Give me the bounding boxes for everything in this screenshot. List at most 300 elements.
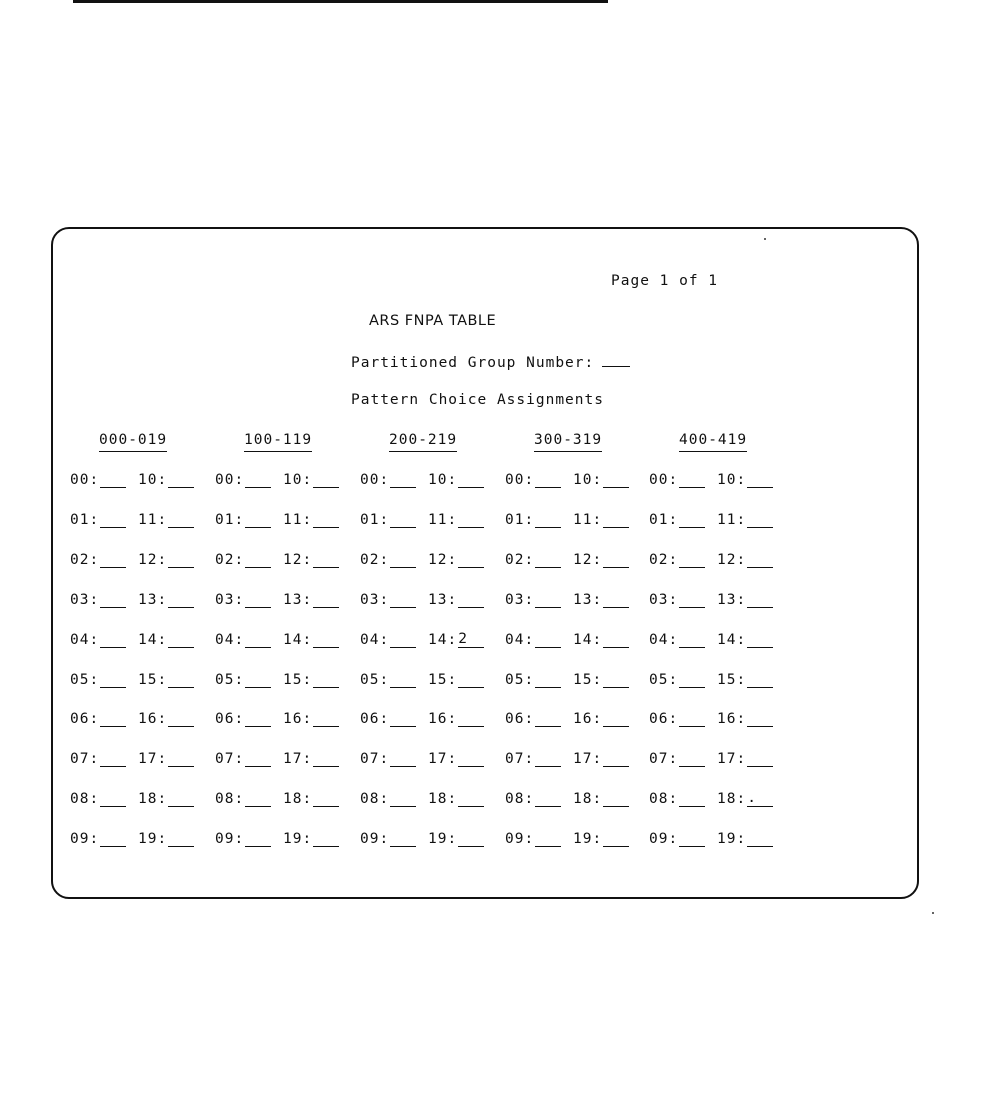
assignment-label: 11:: [428, 512, 458, 528]
assignment-cell: [70, 672, 126, 690]
assignment-label: 15:: [283, 672, 313, 688]
assignment-cell: [70, 791, 126, 809]
assignment-label: 09:: [505, 831, 535, 847]
assignment-field[interactable]: [747, 711, 773, 727]
assignment-label: 09:: [70, 831, 100, 847]
assignment-cell: [428, 711, 484, 729]
assignment-cell: [717, 592, 773, 610]
assignment-label: 01:: [360, 512, 390, 528]
assignment-cell: [215, 672, 271, 690]
assignment-cell: [360, 831, 416, 849]
assignment-label: 18:: [717, 791, 747, 807]
assignment-cell: [428, 472, 484, 490]
assignment-field[interactable]: [100, 751, 126, 767]
assignment-field[interactable]: [535, 711, 561, 727]
assignment-label: 19:: [717, 831, 747, 847]
assignment-label: 10:: [428, 472, 458, 488]
assignment-label: 15:: [573, 672, 603, 688]
assignment-field[interactable]: [245, 791, 271, 807]
assignment-field[interactable]: [390, 512, 416, 528]
assignment-field[interactable]: [603, 472, 629, 488]
assignment-label: 18:: [573, 791, 603, 807]
assignment-cell: [215, 632, 271, 650]
assignment-field[interactable]: [603, 711, 629, 727]
assignment-field[interactable]: [535, 472, 561, 488]
assignment-field[interactable]: [168, 711, 194, 727]
partitioned-group-row: [351, 352, 630, 371]
assignment-label: 17:: [717, 751, 747, 767]
assignment-cell: [649, 472, 705, 490]
assignment-cell: [573, 552, 629, 570]
assignment-field[interactable]: [458, 552, 484, 568]
assignment-field[interactable]: [245, 592, 271, 608]
assignment-field[interactable]: [100, 672, 126, 688]
assignment-field[interactable]: [603, 751, 629, 767]
assignment-cell: [360, 751, 416, 769]
assignment-label: 16:: [283, 711, 313, 727]
assignment-label: 05:: [360, 672, 390, 688]
assignment-field[interactable]: [100, 632, 126, 648]
assignment-label: 04:: [505, 632, 535, 648]
assignment-cell: [428, 791, 484, 809]
assignment-cell: [283, 512, 339, 530]
assignment-cell: [215, 472, 271, 490]
assignment-cell: [649, 791, 705, 809]
assignment-cell: [505, 831, 561, 849]
assignment-cell: [717, 632, 773, 650]
assignment-label: 08:: [505, 791, 535, 807]
assignment-label: 11:: [573, 512, 603, 528]
assignment-label: 13:: [283, 592, 313, 608]
assignment-cell: [717, 751, 773, 769]
assignment-cell: [283, 592, 339, 610]
assignment-cell: [649, 751, 705, 769]
assignment-label: 03:: [360, 592, 390, 608]
page-indicator: Page 1 of 1: [611, 273, 719, 289]
assignment-cell: [649, 672, 705, 690]
assignment-field[interactable]: [458, 592, 484, 608]
assignment-cell: [283, 552, 339, 570]
assignment-cell: [649, 552, 705, 570]
assignment-label: 14:: [138, 632, 168, 648]
assignment-field[interactable]: [245, 512, 271, 528]
assignment-field[interactable]: [603, 592, 629, 608]
assignment-field[interactable]: [168, 672, 194, 688]
assignment-cell: [360, 592, 416, 610]
assignment-field[interactable]: [100, 791, 126, 807]
assignment-field[interactable]: [535, 791, 561, 807]
assignment-cell: [717, 711, 773, 729]
assignment-cell: [70, 751, 126, 769]
assignment-field[interactable]: [313, 791, 339, 807]
assignment-field[interactable]: [679, 831, 705, 847]
top-rule: [73, 0, 608, 3]
assignment-cell: [649, 831, 705, 849]
assignment-label: 02:: [649, 552, 679, 568]
assignment-field[interactable]: [245, 472, 271, 488]
assignment-field[interactable]: [535, 552, 561, 568]
assignment-field[interactable]: [390, 552, 416, 568]
assignment-cell: [138, 751, 194, 769]
assignment-field[interactable]: [747, 672, 773, 688]
assignment-label: 10:: [138, 472, 168, 488]
assignment-label: 19:: [138, 831, 168, 847]
assignment-field[interactable]: [679, 512, 705, 528]
assignment-label: 01:: [215, 512, 245, 528]
assignment-label: 02:: [505, 552, 535, 568]
assignment-label: 04:: [215, 632, 245, 648]
assignment-cell: [138, 632, 194, 650]
assignment-label: 05:: [215, 672, 245, 688]
assignment-label: 07:: [649, 751, 679, 767]
assignment-cell: [138, 472, 194, 490]
assignment-field[interactable]: [458, 791, 484, 807]
assignment-label: 18:: [138, 791, 168, 807]
assignment-field[interactable]: [458, 711, 484, 727]
assignment-label: 06:: [360, 711, 390, 727]
assignment-field[interactable]: [535, 831, 561, 847]
assignment-field[interactable]: [313, 592, 339, 608]
assignment-cell: [717, 831, 773, 849]
assignment-field[interactable]: [390, 632, 416, 648]
assignment-cell: [428, 592, 484, 610]
assignment-label: 16:: [717, 711, 747, 727]
assignment-field[interactable]: [390, 711, 416, 727]
assignment-field[interactable]: [679, 552, 705, 568]
assignment-label: 08:: [649, 791, 679, 807]
assignment-field[interactable]: [679, 672, 705, 688]
assignment-field[interactable]: [245, 711, 271, 727]
assignment-cell: [505, 632, 561, 650]
assignment-field[interactable]: [679, 472, 705, 488]
assignment-cell: [70, 512, 126, 530]
assignment-label: 00:: [70, 472, 100, 488]
assignment-field[interactable]: [535, 632, 561, 648]
assignment-label: 07:: [215, 751, 245, 767]
partitioned-group-label: Partitioned Group Number:: [351, 355, 595, 371]
assignment-label: 13:: [573, 592, 603, 608]
assignment-field[interactable]: [679, 592, 705, 608]
assignment-label: 03:: [505, 592, 535, 608]
assignment-cell: [215, 791, 271, 809]
assignment-cell: [505, 592, 561, 610]
assignment-field[interactable]: [603, 512, 629, 528]
assignment-label: 06:: [70, 711, 100, 727]
assignment-field[interactable]: [100, 472, 126, 488]
assignment-label: 14:: [573, 632, 603, 648]
assignment-label: 07:: [70, 751, 100, 767]
assignment-label: 12:: [283, 552, 313, 568]
assignment-field[interactable]: [603, 552, 629, 568]
assignment-field[interactable]: [679, 751, 705, 767]
assignment-label: 15:: [138, 672, 168, 688]
assignment-label: 05:: [70, 672, 100, 688]
assignment-cell: [283, 831, 339, 849]
assignment-field[interactable]: [245, 751, 271, 767]
assignment-field[interactable]: [313, 711, 339, 727]
assignment-field[interactable]: [747, 751, 773, 767]
assignment-cell: [215, 711, 271, 729]
assignment-label: 06:: [505, 711, 535, 727]
assignment-cell: [649, 512, 705, 530]
assignment-field[interactable]: [100, 512, 126, 528]
assignment-label: 05:: [505, 672, 535, 688]
assignment-label: 19:: [428, 831, 458, 847]
assignment-field[interactable]: [747, 592, 773, 608]
assignment-label: 10:: [573, 472, 603, 488]
assignment-field[interactable]: [168, 751, 194, 767]
assignment-field[interactable]: [458, 672, 484, 688]
assignment-label: 16:: [138, 711, 168, 727]
assignment-field[interactable]: [245, 672, 271, 688]
assignment-cell: [505, 512, 561, 530]
assignment-label: 12:: [717, 552, 747, 568]
assignment-label: 19:: [573, 831, 603, 847]
assignment-label: 08:: [70, 791, 100, 807]
assignment-field[interactable]: [747, 552, 773, 568]
range-header: 200-219: [389, 432, 457, 452]
assignment-label: 04:: [70, 632, 100, 648]
assignment-cell: [573, 472, 629, 490]
assignment-field[interactable]: [603, 672, 629, 688]
assignment-cell: [138, 711, 194, 729]
assignment-field[interactable]: [458, 751, 484, 767]
assignment-field[interactable]: [747, 831, 773, 847]
assignment-label: 11:: [283, 512, 313, 528]
assignment-cell: [360, 632, 416, 650]
assignment-label: 05:: [649, 672, 679, 688]
assignment-cell: [138, 831, 194, 849]
assignment-label: 17:: [428, 751, 458, 767]
assignment-cell: [573, 672, 629, 690]
assignment-cell: [360, 552, 416, 570]
assignment-cell: [717, 512, 773, 530]
assignment-label: 00:: [649, 472, 679, 488]
assignment-field[interactable]: [603, 791, 629, 807]
assignment-field[interactable]: [168, 512, 194, 528]
assignment-label: 14:: [428, 632, 458, 648]
assignment-cell: [649, 711, 705, 729]
assignment-label: 11:: [138, 512, 168, 528]
assignment-field[interactable]: [603, 831, 629, 847]
assignment-cell: [649, 592, 705, 610]
assignment-field[interactable]: [535, 751, 561, 767]
assignment-cell: [505, 672, 561, 690]
assignment-cell: [573, 592, 629, 610]
assignment-field[interactable]: [390, 751, 416, 767]
assignment-field[interactable]: [100, 711, 126, 727]
assignment-label: 15:: [428, 672, 458, 688]
assignment-label: 09:: [360, 831, 390, 847]
assignment-cell: [283, 472, 339, 490]
assignment-field[interactable]: [313, 672, 339, 688]
assignment-field[interactable]: [390, 472, 416, 488]
assignment-field[interactable]: [458, 472, 484, 488]
assignment-cell: [70, 632, 126, 650]
assignment-label: 07:: [505, 751, 535, 767]
assignment-field[interactable]: [245, 632, 271, 648]
assignment-cell: [70, 711, 126, 729]
assignment-label: 15:: [717, 672, 747, 688]
assignment-field[interactable]: [390, 592, 416, 608]
assignment-cell: [573, 831, 629, 849]
assignment-label: 06:: [215, 711, 245, 727]
assignment-cell: [649, 632, 705, 650]
assignment-cell: [428, 831, 484, 849]
assignment-cell: [283, 672, 339, 690]
assignment-cell: [717, 552, 773, 570]
assignment-cell: [215, 751, 271, 769]
assignment-field[interactable]: [679, 791, 705, 807]
range-header: 400-419: [679, 432, 747, 452]
assignment-cell: [573, 751, 629, 769]
assignment-label: 18:: [283, 791, 313, 807]
assignment-field[interactable]: 2: [458, 632, 484, 648]
assignment-field[interactable]: [313, 512, 339, 528]
assignment-cell: [505, 751, 561, 769]
assignment-cell: [717, 672, 773, 690]
assignments-title: Pattern Choice Assignments: [351, 392, 604, 408]
assignment-field[interactable]: [679, 632, 705, 648]
assignment-cell: [573, 711, 629, 729]
assignment-cell: [215, 512, 271, 530]
assignment-label: 02:: [360, 552, 390, 568]
assignment-field[interactable]: [245, 552, 271, 568]
assignment-field[interactable]: [390, 672, 416, 688]
range-header: 000-019: [99, 432, 167, 452]
assignment-label: 08:: [360, 791, 390, 807]
assignment-label: 12:: [138, 552, 168, 568]
assignment-cell: [138, 592, 194, 610]
assignment-cell: [360, 512, 416, 530]
assignment-label: 04:: [649, 632, 679, 648]
assignment-field[interactable]: [313, 632, 339, 648]
assignment-field[interactable]: [168, 592, 194, 608]
assignment-cell: [573, 632, 629, 650]
assignment-field[interactable]: [747, 632, 773, 648]
assignment-label: 17:: [138, 751, 168, 767]
assignment-cell: [360, 791, 416, 809]
assignment-field[interactable]: [679, 711, 705, 727]
assignment-field[interactable]: [458, 831, 484, 847]
assignment-label: 10:: [717, 472, 747, 488]
assignment-field[interactable]: [390, 831, 416, 847]
assignment-cell: [70, 472, 126, 490]
assignment-cell: [360, 672, 416, 690]
assignment-cell: [428, 632, 484, 650]
assignment-field[interactable]: [313, 472, 339, 488]
assignment-label: 00:: [505, 472, 535, 488]
assignment-label: 14:: [717, 632, 747, 648]
assignment-label: 00:: [360, 472, 390, 488]
assignment-label: 18:: [428, 791, 458, 807]
assignment-field[interactable]: [168, 791, 194, 807]
assignment-field[interactable]: [168, 472, 194, 488]
assignment-cell: [573, 791, 629, 809]
range-header: 300-319: [534, 432, 602, 452]
assignment-cell: [283, 791, 339, 809]
assignment-field[interactable]: [100, 552, 126, 568]
assignment-label: 03:: [649, 592, 679, 608]
partitioned-group-field[interactable]: [602, 352, 630, 367]
assignment-label: 13:: [428, 592, 458, 608]
assignment-cell: [215, 552, 271, 570]
assignment-label: 13:: [138, 592, 168, 608]
assignment-field[interactable]: [168, 552, 194, 568]
assignment-cell: [573, 512, 629, 530]
assignment-cell: [138, 791, 194, 809]
assignment-cell: [215, 831, 271, 849]
assignment-field[interactable]: [245, 831, 271, 847]
assignment-label: 13:: [717, 592, 747, 608]
assignment-field[interactable]: [390, 791, 416, 807]
assignment-label: 09:: [215, 831, 245, 847]
assignment-cell: [360, 711, 416, 729]
assignment-field[interactable]: [535, 672, 561, 688]
assignment-field[interactable]: [100, 831, 126, 847]
assignment-cell: [138, 672, 194, 690]
assignment-cell: [505, 472, 561, 490]
assignment-field[interactable]: [313, 552, 339, 568]
assignment-field[interactable]: [100, 592, 126, 608]
assignment-label: 12:: [573, 552, 603, 568]
assignment-label: 02:: [215, 552, 245, 568]
assignment-cell: [717, 791, 773, 809]
assignment-label: 12:: [428, 552, 458, 568]
assignment-field[interactable]: .: [747, 791, 773, 807]
form-title: ARS FNPA TABLE: [369, 313, 497, 329]
assignment-label: 11:: [717, 512, 747, 528]
assignment-label: 01:: [70, 512, 100, 528]
assignment-cell: [70, 552, 126, 570]
assignment-label: 04:: [360, 632, 390, 648]
assignment-cell: [428, 751, 484, 769]
assignment-label: 06:: [649, 711, 679, 727]
assignment-label: 03:: [215, 592, 245, 608]
assignment-field[interactable]: [168, 831, 194, 847]
assignment-field[interactable]: [458, 512, 484, 528]
assignment-label: 17:: [573, 751, 603, 767]
assignment-label: 14:: [283, 632, 313, 648]
assignment-cell: [70, 831, 126, 849]
assignment-label: 19:: [283, 831, 313, 847]
assignment-cell: [283, 632, 339, 650]
assignment-field[interactable]: [747, 512, 773, 528]
assignment-field[interactable]: [535, 512, 561, 528]
assignment-label: 02:: [70, 552, 100, 568]
assignment-cell: [428, 672, 484, 690]
assignment-label: 09:: [649, 831, 679, 847]
assignment-cell: [215, 592, 271, 610]
assignment-cell: [138, 552, 194, 570]
assignment-cell: [717, 472, 773, 490]
assignment-field[interactable]: [313, 831, 339, 847]
assignment-cell: [428, 552, 484, 570]
assignment-field[interactable]: [747, 472, 773, 488]
range-header: 100-119: [244, 432, 312, 452]
assignment-label: 01:: [649, 512, 679, 528]
assignment-cell: [283, 711, 339, 729]
assignment-field[interactable]: [313, 751, 339, 767]
assignment-field[interactable]: [535, 592, 561, 608]
assignment-field[interactable]: [603, 632, 629, 648]
assignment-field[interactable]: [168, 632, 194, 648]
assignment-cell: [138, 512, 194, 530]
assignment-label: 16:: [428, 711, 458, 727]
assignment-label: 00:: [215, 472, 245, 488]
assignment-label: 17:: [283, 751, 313, 767]
assignment-label: 03:: [70, 592, 100, 608]
